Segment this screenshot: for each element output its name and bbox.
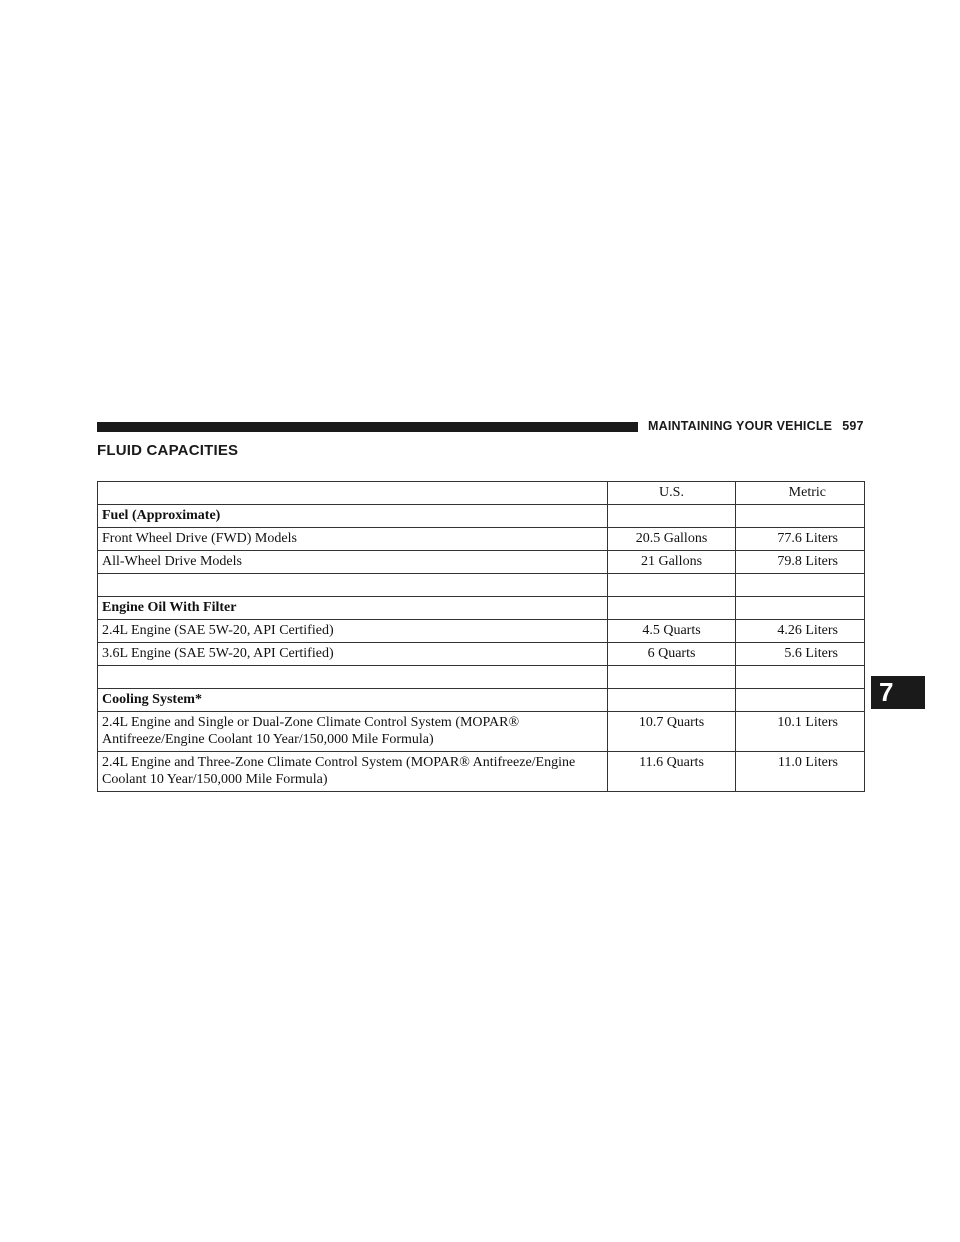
table-cell-us: 4.5 Quarts: [608, 620, 736, 643]
table-row: [98, 620, 865, 643]
table-cell-label: 2.4L Engine (SAE 5W-20, API Certified): [98, 620, 608, 643]
table-cell-metric: [736, 597, 865, 620]
table-cell-us: 21 Gallons: [608, 551, 736, 574]
table-cell-us: 10.7 Quarts: [608, 712, 736, 752]
table-cell-metric: 11.0 Liters: [736, 752, 865, 792]
table-cell-metric: [736, 689, 865, 712]
column-header-metric: Metric: [736, 482, 865, 505]
table-cell-metric: 5.6 Liters: [736, 643, 865, 666]
chapter-tab: 7: [871, 676, 925, 709]
table-cell-metric: 79.8 Liters: [736, 551, 865, 574]
header-section-title: MAINTAINING YOUR VEHICLE: [648, 419, 833, 433]
fluid-capacities-table: [97, 481, 865, 792]
table-cell-label: Front Wheel Drive (FWD) Models: [98, 528, 608, 551]
page-number: 597: [842, 419, 864, 433]
table-cell-metric: 10.1 Liters: [736, 712, 865, 752]
table-cell-us: [608, 597, 736, 620]
table-row: [98, 752, 865, 792]
table-cell-label: [98, 666, 608, 689]
table-cell-us: 20.5 Gallons: [608, 528, 736, 551]
table-row: [98, 551, 865, 574]
table-row: [98, 643, 865, 666]
table-cell-label: All-Wheel Drive Models: [98, 551, 608, 574]
table-cell-us: [608, 505, 736, 528]
table-header-row: [98, 482, 865, 505]
table-cell-metric: [736, 505, 865, 528]
table-cell-label: [98, 574, 608, 597]
table-cell-label: Fuel (Approximate): [98, 505, 608, 528]
section-title: FLUID CAPACITIES: [97, 442, 239, 459]
table-row-group-header: [98, 689, 865, 712]
table-cell-us: [608, 689, 736, 712]
table-cell-us: [608, 666, 736, 689]
table-cell-metric: 77.6 Liters: [736, 528, 865, 551]
table-cell-label: 2.4L Engine and Single or Dual-Zone Climate Control System (MOPAR® Antifreeze/Engine Coolant 10 Year/150,000 Mile Formula): [98, 712, 608, 752]
table-cell-us: 6 Quarts: [608, 643, 736, 666]
table-row-spacer: [98, 574, 865, 597]
table-row-group-header: [98, 505, 865, 528]
table-cell-label: Engine Oil With Filter: [98, 597, 608, 620]
table-row-group-header: [98, 597, 865, 620]
table-cell-metric: [736, 666, 865, 689]
table-row: [98, 712, 865, 752]
table-cell-label: 3.6L Engine (SAE 5W-20, API Certified): [98, 643, 608, 666]
column-header-us: U.S.: [608, 482, 736, 505]
header-rule: [97, 422, 638, 432]
table-row-spacer: [98, 666, 865, 689]
table-cell-us: 11.6 Quarts: [608, 752, 736, 792]
table-cell-metric: [736, 574, 865, 597]
column-header-item: [98, 482, 608, 505]
table-row: [98, 528, 865, 551]
table-cell-us: [608, 574, 736, 597]
running-header: [648, 419, 864, 433]
table-cell-label: Cooling System*: [98, 689, 608, 712]
table-cell-label: 2.4L Engine and Three-Zone Climate Control System (MOPAR® Antifreeze/Engine Coolant 10 Year/150,000 Mile Formula): [98, 752, 608, 792]
table-cell-metric: 4.26 Liters: [736, 620, 865, 643]
